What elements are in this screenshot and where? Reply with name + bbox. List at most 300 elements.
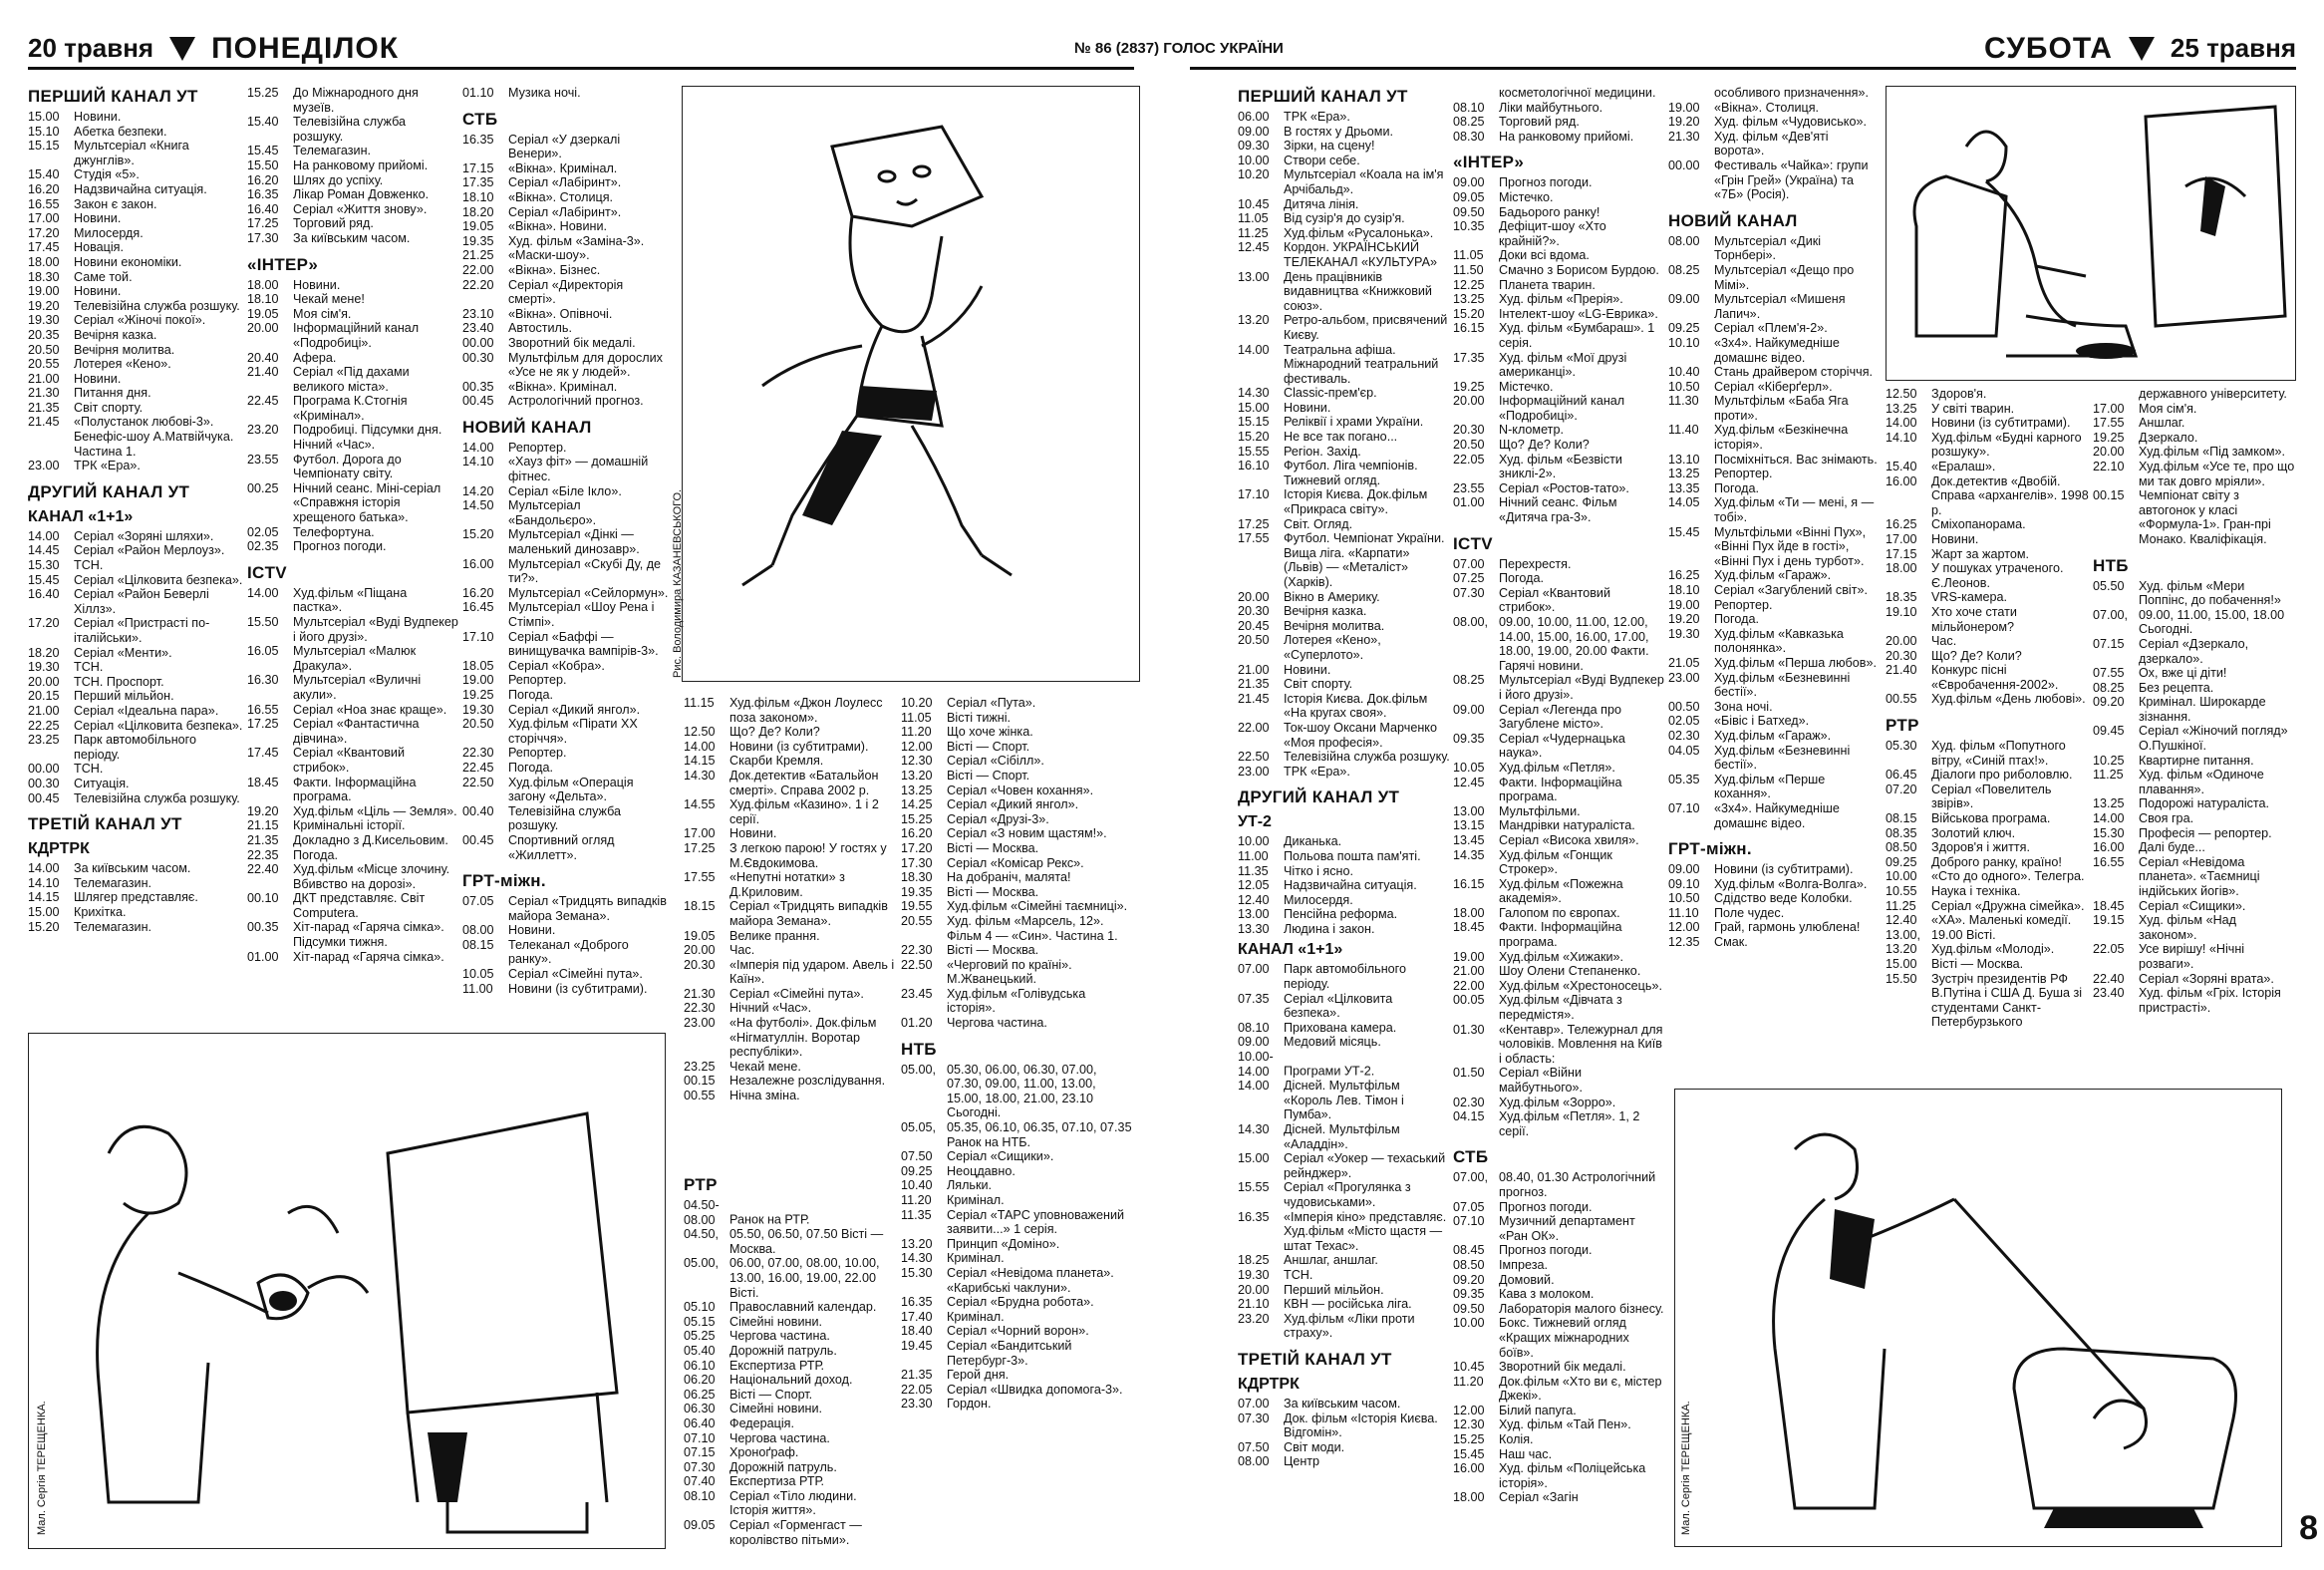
- program-listing: [684, 1489, 897, 1518]
- program-title: Худ.фільм «Гонщик Строкер».: [1499, 847, 1612, 877]
- program-title: Не все так погано...: [1284, 430, 1398, 445]
- program-listing: [1668, 583, 1880, 598]
- channel-subheading: УТ-2: [1238, 813, 1272, 831]
- program-time: 11.30: [1668, 394, 1699, 409]
- program-listing: [28, 125, 243, 140]
- program-listing: [1238, 1412, 1451, 1440]
- program-listing: [1238, 167, 1451, 196]
- program-time: 13.15: [1453, 818, 1485, 833]
- program-listing: [1886, 605, 2089, 634]
- monday-date: 20 травня: [28, 33, 154, 63]
- program-time: 02.30: [1453, 1095, 1485, 1109]
- program-listing: [684, 1359, 897, 1374]
- program-time: 05.50: [2093, 578, 2125, 593]
- program-listing: [1886, 517, 2089, 532]
- program-title: Конкурс пісні «Євробачення-2002».: [1931, 663, 2059, 692]
- program-listing: [247, 115, 458, 144]
- program-listing: [462, 688, 672, 703]
- program-time: 16.40: [28, 587, 60, 602]
- program-listing: [2093, 986, 2296, 1015]
- program-title: VRS-камера.: [1931, 590, 2008, 605]
- program-time: 14.00: [1238, 1079, 1270, 1094]
- program-time: 01.00: [1453, 495, 1485, 510]
- program-title: Програма К.Стогнія «Кримінал».: [293, 394, 408, 423]
- program-title: Питання дня.: [74, 386, 151, 401]
- program-time: 01.00: [247, 949, 279, 964]
- program-time: 15.55: [1238, 1180, 1270, 1195]
- program-title: Національний доход.: [729, 1373, 853, 1388]
- program-listing: [247, 481, 458, 525]
- program-listing: [901, 1149, 1134, 1164]
- channel-subheading: КАНАЛ «1+1»: [28, 507, 134, 525]
- program-listing: [462, 673, 672, 688]
- program-time: 21.40: [247, 365, 279, 380]
- program-listing: [28, 167, 243, 182]
- program-listing: [28, 284, 243, 299]
- program-time: 18.10: [247, 292, 279, 307]
- program-listing: [1453, 307, 1664, 322]
- program-time: 07.55: [2093, 666, 2125, 681]
- channel-heading: РТР: [684, 1175, 718, 1194]
- program-time: 17.20: [901, 840, 933, 855]
- program-listing: [247, 202, 458, 217]
- program-title: Неоцдавно.: [947, 1163, 1016, 1178]
- program-title: Худ. фільм «Безвісти зниклі-2».: [1499, 452, 1622, 481]
- program-title: Чергова частина.: [729, 1430, 830, 1445]
- program-title: «Полустанок любові-3». Бенефіс-шоу А.Матвійчука. Частина 1.: [74, 415, 234, 459]
- program-title: Астрологічний прогноз.: [508, 394, 644, 409]
- program-time: 20.50: [462, 717, 494, 732]
- program-listing: [684, 1518, 897, 1547]
- program-time: 09.25: [901, 1163, 933, 1178]
- program-title: Зворотний бік медалі.: [508, 335, 636, 350]
- program-listing: [1886, 972, 2089, 1030]
- program-time: 05.00,: [684, 1256, 720, 1271]
- program-time: 20.50: [1238, 633, 1270, 648]
- program-title: Репортер.: [508, 746, 567, 761]
- program-title: Подорожі натураліста.: [2139, 796, 2270, 811]
- program-time: 22.45: [247, 394, 279, 409]
- program-title: Милосердя.: [1284, 892, 1353, 907]
- program-title: Смак.: [1714, 935, 1748, 950]
- program-time: 14.55: [684, 797, 716, 812]
- program-listing: [28, 876, 243, 891]
- program-listing: [1238, 878, 1451, 893]
- program-listing: [1238, 211, 1451, 226]
- program-listing: [1238, 1268, 1451, 1283]
- program-listing: [1668, 467, 1880, 481]
- program-title: Док.фільм «Хто ви є, містер Джекі».: [1499, 1374, 1662, 1404]
- program-listing: [1668, 700, 1880, 715]
- program-listing: [1238, 849, 1451, 864]
- program-title: Худ.фільм «Ліки проти страху».: [1284, 1311, 1415, 1341]
- program-listing: [1238, 531, 1451, 589]
- channel-subheading: КДРТРК: [1238, 1375, 1300, 1393]
- program-listing: [28, 558, 243, 573]
- program-listing: [1453, 571, 1664, 586]
- program-time: 17.30: [247, 230, 279, 245]
- saturday-day-title: СУБОТА: [1983, 31, 2113, 65]
- program-title: Поле чудес.: [1714, 905, 1785, 920]
- program-listing: [684, 958, 897, 987]
- program-time: 17.55: [1238, 531, 1270, 546]
- program-time: 19.25: [462, 687, 494, 702]
- program-listing: [1453, 1375, 1664, 1404]
- program-listing: [1453, 1258, 1664, 1273]
- program-time: 13.25: [1453, 292, 1485, 307]
- program-time: 21.00: [1453, 964, 1485, 979]
- program-time: 14.30: [1238, 386, 1270, 401]
- program-listing: [1886, 855, 2089, 870]
- program-time: 23.10: [462, 306, 494, 321]
- program-title: Серіал «Жіночий погляд» О.Пушкіної.: [2139, 724, 2288, 754]
- program-title: Серіал «Тридцять випадків майора Земана».: [508, 894, 667, 923]
- program-time: 19.20: [247, 803, 279, 818]
- program-time: 10.40: [1668, 365, 1700, 380]
- program-time: 13.30: [1238, 921, 1270, 936]
- program-time: 08.25: [1668, 262, 1700, 277]
- program-time: 07.10: [684, 1430, 716, 1445]
- program-time: 15.50: [1886, 971, 1917, 986]
- program-listing: [247, 365, 458, 394]
- program-listing: [2093, 913, 2296, 942]
- program-title: Телевізійна служба розшуку.: [508, 803, 622, 833]
- program-listing: [462, 307, 672, 322]
- program-time: 14.50: [462, 498, 494, 513]
- program-time: 16.45: [462, 600, 494, 615]
- program-listing: [2093, 942, 2296, 971]
- program-title: Новини.: [74, 211, 122, 226]
- program-title: Вечірня молитва.: [1284, 618, 1385, 633]
- program-listing: [1453, 438, 1664, 453]
- program-time: 07.40: [684, 1474, 716, 1489]
- program-listing: [1453, 1447, 1664, 1462]
- program-time: 15.00: [28, 110, 60, 124]
- program-title: Худ.фільм «Русалонька».: [1284, 225, 1434, 240]
- program-listing: [462, 833, 672, 862]
- program-title: Ранок на РТР.: [729, 1212, 810, 1227]
- program-title: Худ.фільм «Будні карного розшуку».: [1931, 430, 2082, 460]
- program-title: Програми УТ-2.: [1284, 1064, 1375, 1079]
- program-listing: [2093, 416, 2296, 431]
- program-title: Серіал «Прогулянка з чудовиськами».: [1284, 1180, 1411, 1209]
- program-time: 17.25: [247, 216, 279, 231]
- program-time: 16.30: [247, 673, 279, 688]
- program-time: 18.00: [1453, 1490, 1485, 1505]
- program-time: 06.10: [684, 1358, 716, 1373]
- program-listing: [247, 351, 458, 366]
- program-time: 14.35: [1453, 847, 1485, 862]
- program-time: 10.25: [2093, 753, 2125, 768]
- program-listing: [462, 717, 672, 746]
- program-time: 01.50: [1453, 1066, 1485, 1081]
- triangle-down-icon: [2129, 37, 2155, 61]
- program-listing: [1238, 1050, 1451, 1079]
- program-title: Новини.: [293, 277, 341, 292]
- program-title: Серіал «Кіберґерл».: [1714, 379, 1833, 394]
- program-title: Серіал «Загублений світ».: [1714, 583, 1868, 597]
- program-listing: [462, 659, 672, 674]
- program-listing: [247, 586, 458, 615]
- program-time: 20.00: [1238, 1282, 1270, 1297]
- program-time: 16.10: [1238, 459, 1270, 473]
- program-listing: [1238, 922, 1451, 937]
- program-title: Худ. фільм «Мери Поппінс, до побачення!»: [2139, 578, 2281, 608]
- program-time: 09.50: [1453, 1301, 1485, 1316]
- kazanevsky-credit: Рис. Володимира КАЗАНЕВСЬКОГО.: [672, 488, 684, 678]
- program-listing: [28, 675, 243, 690]
- program-listing: [462, 776, 672, 804]
- program-title: Худ.фільм «Місце злочину. Вбивство на дорозі».: [293, 862, 450, 891]
- program-title: Вісті — Москва.: [947, 943, 1039, 958]
- program-time: 19.30: [28, 313, 60, 328]
- program-title: Серіал «Лабіринт».: [508, 175, 622, 190]
- program-time: 10.05: [1453, 760, 1485, 775]
- monday-column-1: [28, 86, 243, 934]
- program-time: 15.00: [28, 904, 60, 919]
- monday-column-2: [247, 86, 458, 964]
- program-time: 21.35: [1238, 677, 1270, 692]
- program-title: Серіал «Повелитель звірів».: [1931, 782, 2052, 811]
- program-title: Футбол. Дорога до Чемпіонату світу.: [293, 452, 402, 481]
- program-time: 22.00: [1453, 978, 1485, 993]
- program-time: 21.40: [1886, 663, 1917, 678]
- program-time: 23.45: [901, 986, 933, 1001]
- program-listing: [901, 914, 1134, 943]
- program-title: Худ. фільм «Над законом».: [2139, 913, 2237, 942]
- program-title: Погода.: [1499, 571, 1544, 586]
- program-listing: [1453, 761, 1664, 776]
- program-listing: [901, 1310, 1134, 1325]
- program-title: Серіал «Дружна сімейка».: [1931, 898, 2085, 913]
- program-listing: [2093, 754, 2296, 769]
- program-listing: [247, 394, 458, 423]
- program-title: В гостях у Дрьоми.: [1284, 124, 1393, 139]
- program-title: «Імперія під ударом. Авель і Каїн».: [729, 957, 895, 987]
- program-listing: [1453, 321, 1664, 350]
- program-time: 14.45: [28, 543, 60, 558]
- program-listing: [901, 1016, 1134, 1031]
- program-time: 09.00: [1238, 124, 1270, 139]
- program-time: 10.10: [1668, 335, 1700, 350]
- program-listing: [901, 754, 1134, 769]
- program-time: 20.50: [1453, 438, 1485, 453]
- program-listing: [247, 862, 458, 891]
- program-title: Надзвичайна ситуація.: [1284, 878, 1417, 893]
- tereshchenko-credit-left: Мал. Сергія ТЕРЕЩЕНКА.: [36, 1401, 48, 1535]
- program-time: 14.00: [1238, 342, 1270, 357]
- illustration-tv-head-woman: [682, 86, 1140, 682]
- program-title: Дісней. Мультфільм «Аладдін».: [1284, 1122, 1400, 1151]
- program-time: 12.25: [1453, 277, 1485, 292]
- program-listing: [2093, 579, 2296, 608]
- program-time: 15.55: [1238, 444, 1270, 459]
- channel-heading: «ІНТЕР»: [1453, 153, 1525, 172]
- program-title: Мультсеріал «Шоу Рена і Стімпі».: [508, 600, 655, 629]
- program-listing: [1886, 768, 2089, 783]
- program-title: Худ.фільм «Перше кохання».: [1714, 772, 1826, 801]
- program-time: 18.30: [28, 269, 60, 284]
- program-listing: [901, 1266, 1134, 1295]
- program-time: 10.50: [1668, 891, 1700, 906]
- program-time: 10.00-14.00: [1238, 1050, 1274, 1079]
- program-title: 06.00, 07.00, 08.00, 10.00, 13.00, 16.00, 19.00, 22.00 Вісті.: [729, 1256, 880, 1300]
- program-listing: [901, 943, 1134, 958]
- program-time: 16.15: [1453, 876, 1485, 891]
- program-time: 09.10: [1668, 876, 1700, 891]
- program-time: 14.30: [1238, 1122, 1270, 1136]
- program-time: 18.00: [28, 254, 60, 269]
- program-title: Серіал «Пута».: [947, 696, 1036, 710]
- program-listing: [1668, 394, 1880, 423]
- program-listing: [1453, 175, 1664, 190]
- program-title: «Маски-шоу».: [508, 248, 590, 263]
- program-listing: [462, 336, 672, 351]
- program-listing: [1668, 336, 1880, 365]
- program-listing: [684, 1431, 897, 1446]
- program-time: 15.25: [901, 811, 933, 826]
- program-title: 05.35, 06.10, 06.35, 07.10, 07.35 Ранок на НТБ.: [947, 1120, 1132, 1149]
- program-listing: [28, 587, 243, 616]
- program-title: Створи себе.: [1284, 153, 1360, 167]
- program-title: Білий папуга.: [1499, 1403, 1577, 1417]
- program-title: Серіал «Плем'я-2».: [1714, 321, 1828, 336]
- program-listing: [28, 543, 243, 558]
- program-time: 18.15: [684, 899, 716, 914]
- program-title: День працівників видавництва «Книжковий союз».: [1284, 269, 1432, 313]
- program-title: Худ.фільм «Дівчата з передмістя».: [1499, 993, 1622, 1023]
- program-listing: [28, 777, 243, 791]
- program-time: 22.45: [462, 760, 494, 775]
- program-listing: [901, 826, 1134, 841]
- program-time: 13.10: [1668, 452, 1700, 467]
- program-listing: [462, 441, 672, 456]
- program-time: 09.20: [1453, 1272, 1485, 1287]
- program-listing: [247, 644, 458, 673]
- program-time: 15.40: [1886, 459, 1917, 473]
- program-time: 07.05: [462, 894, 494, 909]
- program-listing: [1453, 481, 1664, 496]
- program-listing: [1668, 714, 1880, 729]
- program-title: Стань драйвером сторіччя.: [1714, 365, 1874, 380]
- program-listing: [1238, 619, 1451, 634]
- program-listing: [1668, 525, 1880, 569]
- program-listing: [28, 343, 243, 358]
- program-title: Вісті — Спорт.: [947, 739, 1030, 754]
- program-listing: [1238, 415, 1451, 430]
- program-listing: [28, 905, 243, 920]
- program-title: Фестиваль «Чайка»: групи «Грін Грей» (Україна) та «7Б» (Росія).: [1714, 157, 1869, 202]
- program-listing: [1238, 445, 1451, 460]
- program-time: 15.25: [1453, 1432, 1485, 1447]
- program-time: 18.30: [901, 870, 933, 885]
- program-time: 19.05: [247, 306, 279, 321]
- program-listing: [1453, 1214, 1664, 1243]
- program-title: Від сузір'я до сузір'я.: [1284, 211, 1405, 226]
- channel-heading: НТБ: [901, 1039, 937, 1059]
- program-listing: [247, 776, 458, 804]
- program-time: 07.00,: [2093, 607, 2129, 622]
- program-listing: [1238, 139, 1451, 154]
- program-title: ТРК «Ера».: [1284, 110, 1350, 124]
- program-title: особливого призначення».: [1714, 86, 1869, 100]
- program-time: 17.10: [462, 629, 494, 644]
- program-title: Нічний сеанс. Фільм «Дитяча гра-3».: [1499, 495, 1617, 525]
- channel-heading: ICTV: [1453, 533, 1493, 553]
- program-time: 17.35: [462, 175, 494, 190]
- program-title: Шоу Олени Степаненко.: [1499, 964, 1641, 979]
- program-listing: [28, 704, 243, 719]
- program-listing: [1453, 1404, 1664, 1418]
- program-title: Інтелект-шоу «LG-Еврика».: [1499, 306, 1658, 321]
- program-time: 12.45: [1238, 240, 1270, 255]
- program-title: Бадьорого ранку!: [1499, 204, 1600, 219]
- program-time: 21.35: [247, 832, 279, 847]
- program-listing: [1453, 1170, 1664, 1199]
- program-time: 08.30: [1453, 129, 1485, 144]
- program-listing: [1668, 130, 1880, 158]
- program-time: 08.15: [462, 937, 494, 952]
- program-listing: [2093, 445, 2296, 460]
- program-listing: [901, 1339, 1134, 1368]
- monday-day-title: ПОНЕДІЛОК: [211, 31, 400, 65]
- program-listing: [462, 557, 672, 586]
- program-listing: [462, 761, 672, 776]
- program-time: 00.35: [462, 379, 494, 394]
- program-listing: [1453, 423, 1664, 438]
- program-time: 18.20: [462, 204, 494, 219]
- program-time: 19.55: [901, 899, 933, 914]
- program-time: 14.00: [28, 861, 60, 876]
- program-title: Студія «5».: [74, 167, 140, 182]
- program-title: Що? Де? Коли?: [729, 725, 820, 740]
- program-time: 15.40: [247, 115, 279, 130]
- program-listing: [1238, 1312, 1451, 1341]
- program-time: 22.40: [2093, 971, 2125, 986]
- program-listing: [1453, 557, 1664, 572]
- program-listing: [1668, 612, 1880, 627]
- program-listing: [462, 86, 672, 101]
- program-listing: [1238, 459, 1451, 487]
- page-number: 8: [2299, 1509, 2318, 1547]
- program-listing: [1238, 633, 1451, 662]
- program-title: Кримінал.: [947, 1309, 1005, 1324]
- program-title: Новини.: [508, 923, 556, 938]
- program-listing: [247, 453, 458, 481]
- program-title: Худ.фільм «Петля». 1, 2 серії.: [1499, 1109, 1640, 1138]
- program-time: 08.35: [1886, 825, 1917, 840]
- program-time: 07.00: [1453, 556, 1485, 571]
- program-title: Телемагазин.: [293, 144, 372, 158]
- program-title: Моя сім'я.: [2139, 401, 2197, 416]
- program-listing: [247, 307, 458, 322]
- program-title: Худ.фільм «Волга-Волга».: [1714, 876, 1868, 891]
- program-listing: [1668, 627, 1880, 656]
- program-time: 00.15: [684, 1074, 716, 1089]
- program-time: 12.40: [1886, 913, 1917, 928]
- program-title: «Вікна». Опівночі.: [508, 306, 613, 321]
- program-time: 12.00: [1453, 1403, 1485, 1417]
- program-title: Худ. фільм «Заміна-3».: [508, 233, 645, 248]
- program-listing: [462, 498, 672, 527]
- tereshchenko-credit-right: Мал. Сергія ТЕРЕЩЕНКА.: [1680, 1401, 1692, 1535]
- program-title: Закон є закон.: [74, 196, 157, 211]
- program-time: 22.50: [462, 775, 494, 789]
- program-listing: [1238, 1180, 1451, 1209]
- program-time: 07.50: [901, 1149, 933, 1164]
- program-time: 18.00: [247, 277, 279, 292]
- program-title: У пошуках утраченого. Є.Леонов.: [1931, 561, 2064, 590]
